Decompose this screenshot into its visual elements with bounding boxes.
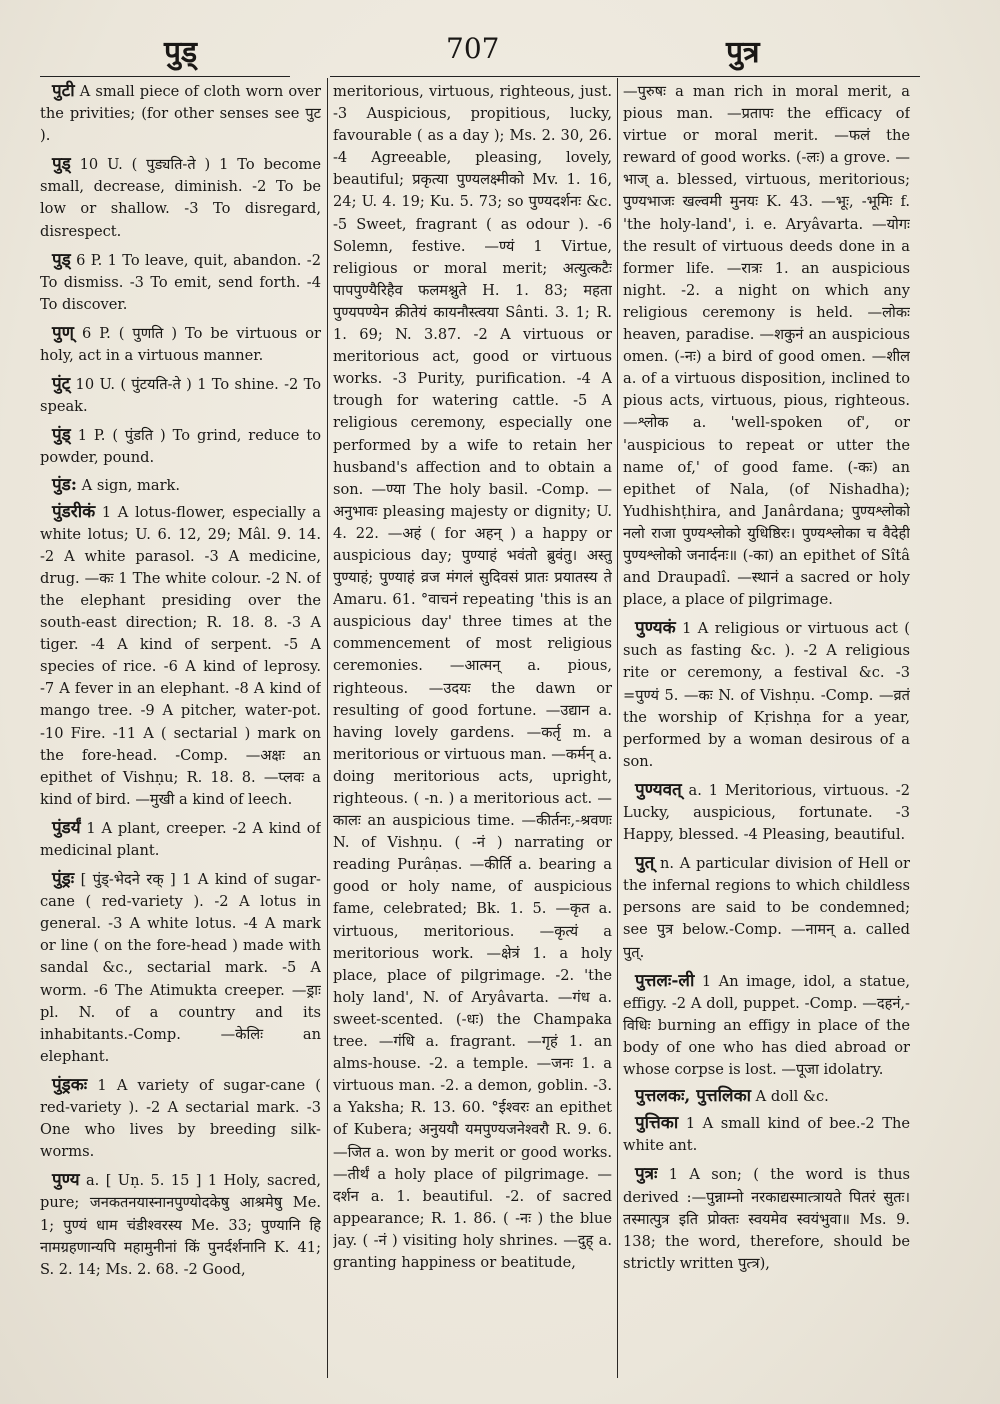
entry (40, 501, 321, 811)
headword: पुण्यवत् (635, 779, 682, 800)
header-rule-right (330, 76, 920, 77)
definition: 1 P. ( पुंडति ) To grind, reduce to powder, pound. (40, 427, 321, 467)
definition: [ पुंड्-भेदने रक् ] 1 A kind of sugar-cane ( red-variety ). -2 A lotus in general. -3 A white lotus. -4 A mark or line ( on the fore-head ) made with sandal &c., sectarial mark. -5 A worm. -6 The Atimukta creeper. —ड्राः pl. N. of a country and its inhabitants.-Comp. —केलिः an elephant. (40, 871, 321, 1065)
entry (40, 153, 321, 242)
definition: n. A particular division of Hell or the infernal regions to which childless persons are said to be condemned; see पुत्र below.-Comp. —नामन् a. called पुत्. (623, 855, 910, 961)
headword: पुंड्रः (52, 869, 75, 890)
entry (623, 779, 910, 846)
definition: 10 U. ( पुंटयति-ते ) 1 To shine. -2 To speak. (40, 376, 321, 416)
headword: पुंट् (52, 374, 71, 395)
headword: पुण्यकं (635, 618, 676, 639)
headword: पुत्तलः-ली (635, 970, 695, 991)
entry (40, 1074, 321, 1163)
entry (40, 322, 321, 367)
entry (40, 817, 321, 862)
entry (40, 249, 321, 316)
entry-continued (623, 80, 910, 611)
entry (623, 617, 910, 773)
headword: पुत्तलकः, पुत्तलिका (635, 1086, 752, 1107)
column-1 (40, 80, 321, 1380)
entry (40, 868, 321, 1068)
headword: पुंडरीकं (52, 501, 96, 522)
headword: पुंडर्यं (52, 817, 81, 838)
definition: 1 A small kind of bee.-2 The white ant. (623, 1115, 910, 1155)
definition: 1 A variety of sugar-cane ( red-variety ). -2 A sectarial mark. -3 One who lives by breeding silk-worms. (40, 1076, 321, 1161)
column-3 (623, 80, 910, 1380)
headword: पुड् (52, 249, 71, 270)
entry (40, 1169, 321, 1280)
headword: पुत्रः (635, 1164, 658, 1185)
page-header (36, 28, 916, 78)
headword: पुत् (635, 853, 655, 874)
definition: 1 A son; ( the word is thus derived :—पुन्नाम्नो नरकाद्यस्मात्त्रायते पितरं सुतः। तस्मात्पुत्र इति प्रोक्तः स्वयमेव स्वयंभुवा॥ Ms. 9. 138; the word, therefore, should be strictly written पुत्त्र), (623, 1166, 910, 1272)
entry (40, 474, 321, 497)
definition: 10 U. ( पुड्यति-ते ) 1 To become small, decrease, diminish. -2 To be low or shallow. -3 To disregard, disrespect. (40, 156, 321, 240)
entry (40, 424, 321, 469)
headword: पुड् (52, 154, 71, 175)
page-number: 707 (446, 32, 500, 65)
headword: पुटी (52, 81, 75, 101)
headword: पुंड्रकः (52, 1074, 88, 1095)
headword: पुंड: (52, 474, 78, 495)
left-guide-word: पुड् (164, 35, 198, 70)
definition: —पुरुषः a man rich in moral merit, a pious man. —प्रतापः the efficacy of virtue or moral merit. —फलं the reward of good works. (-लः) a grove. —भाज् a. blessed, virtuous, meritorious; पुण्यभाजः खल्वमी मुनयः K. 43. —भूः, -भूमिः f. 'the holy-land', i. e. Aryâvarta. —योगः the result of virtuous deeds done in a former life. —रात्रः 1. an auspicious night. -2. a night on which any religious ceremony is held. —लोकः heaven, paradise. —शकुनं an auspicious omen. (-नः) a bird of good omen. —शील a. of a virtuous disposition, inclined to pious acts, virtuous, pious, righteous. —श्लोक a. 'well-spoken of', or 'auspicious to repeat or utter the name of,' of good fame. (-कः) an epithet of Nala, (of Nishadha); Yudhishṭhira, and Janârdana; पुण्यश्लोको नलो राजा पुण्यश्लोको युधिष्ठिरः। पुण्यश्लोका च वैदेही पुण्यश्लोको जनार्दनः॥ (-का) an epithet of Sîtâ and Draupadî. —स्थानं a sacred or holy place, a place of pilgrimage. (623, 83, 910, 609)
headword: पुंड् (52, 425, 71, 446)
column-divider-1 (327, 78, 328, 1378)
entry (623, 970, 910, 1081)
definition: 6 P. ( पुणति ) To be virtuous or holy, act in a virtuous manner. (40, 324, 321, 365)
definition: 1 An image, idol, a statue, effigy. -2 A doll, puppet. -Comp. —दहनं,-विधिः burning an effigy in place of the body of one who has died abroad or whose corpse is lost. —पूजा idolatry. (623, 972, 910, 1079)
column-2 (333, 80, 612, 1380)
definition: 6 P. 1 To leave, quit, abandon. -2 To dismiss. -3 To emit, send forth. -4 To discover. (40, 251, 321, 313)
entry (40, 373, 321, 418)
right-guide-word: पुत्र (726, 35, 760, 70)
entry-continued (333, 80, 612, 1274)
definition: 1 A lotus-flower, especially a white lotus; U. 6. 12, 29; Mâl. 9. 14. -2 A white parasol. -3 A medicine, drug. —कः 1 The white colour. -2 N. of the elephant presiding over the south-east direction; R. 18. 8. -3 A tiger. -4 A kind of serpent. -5 A species of rice. -6 A kind of leprosy. -7 A fever in an elephant. -8 A kind of mango tree. -9 A pitcher, water-pot. -10 Fire. -11 A ( sectarial ) mark on the fore-head. -Comp. —अक्षः an epithet of Vishṇu; R. 18. 8. —प्लवः a kind of bird. —मुखी a kind of leech. (40, 503, 321, 808)
definition: meritorious, virtuous, righteous, just. -3 Auspicious, propitious, lucky, favourable ( as a day ); Ms. 2. 30, 26. -4 Agreeable, pleasing, lovely, beautiful; प्रकृत्या पुण्यलक्ष्मीको Mv. 1. 16, 24; U. 4. 19; Ku. 5. 73; so पुण्यदर्शनः &c. -5 Sweet, fragrant ( as odour ). -6 Solemn, festive. —ण्यं 1 Virtue, religious or moral merit; अत्युत्कटैः पापपुण्यैरिहैव फलमश्नुते H. 1. 83; महता पुण्यपण्येन क्रीतेयं कायनौस्त्वया Sânti. 3. 1; R. 1. 69; N. 3.87. -2 A virtuous or meritorious act, good or virtuous works. -3 Purity, purification. -4 A trough for watering cattle. -5 A religious ceremony, especially one performed by a wife to retain her husband's affection and to obtain a son. —ण्या The holy basil. -Comp. —अनुभावः pleasing majesty or dignity; U. 4. 22. —अहं ( for अहन् ) a happy or auspicious day; पुण्याहं भवंतो ब्रुवंतु। अस्तु पुण्याहं; पुण्याहं व्रज मंगलं सुदिवसं प्रातः प्रयातस्य ते Amaru. 61. °वाचनं repeating 'this is an auspicious day' three times at the commencement of most religious ceremonies. —आत्मन् a. pious, righteous. —उदयः the dawn or resulting of good fortune. —उद्यान a. having lovely gardens. —कर्तृ m. a meritorious or virtuous man. —कर्मन् a. doing meritorious acts, upright, righteous. ( -n. ) a meritorious act. —कालः an auspicious time. —कीर्तनः,-श्रवणः N. of Vishṇu. ( -नं ) narrating or reading Purâṇas. —कीर्ति a. bearing a good or holy name, of auspicious fame, celebrated; Bk. 1. 5. —कृत a. virtuous, meritorious. —कृत्यं a meritorious work. —क्षेत्रं 1. a holy place, place of pilgrimage. -2. 'the holy land', N. of Aryâvarta. —गंध a. sweet-scented. (-धः) the Champaka tree. —गंधि a. fragrant. —गृहं 1. an alms-house. -2. a temple. —जनः 1. a virtuous man. -2. a demon, goblin. -3. a Yaksha; R. 13. 60. °ईश्वरः an epithet of Kubera; अनुययौ यमपुण्यजनेश्वरौ R. 9. 6. —जित a. won by merit or good works. —तीर्थं a holy place of pilgrimage. —दर्शन a. 1. beautiful. -2. of sacred appearance; R. 1. 86. ( -नः ) the blue jay. ( -नं ) visiting holy shrines. —दुह् a. granting happiness or beatitude, (333, 83, 612, 1271)
definition: a. [ Uṇ. 5. 15 ] 1 Holy, sacred, pure; जनकतनयास्नानपुण्योदकेषु आश्रमेषु Me. 1; पुण्यं धाम चंडीश्वरस्य Me. 33; पुण्यानि हि नामग्रहणान्यपि महामुनीनां किं पुनर्दर्शनानि K. 41; S. 2. 14; Ms. 2. 68. -2 Good, (40, 1172, 321, 1278)
entry (623, 1163, 910, 1274)
headword: पुण् (52, 322, 74, 343)
headword: पुत्तिका (635, 1113, 679, 1134)
entry (623, 852, 910, 963)
definition: A small piece of cloth worn over the privities; (for other senses see पुट ). (40, 83, 321, 145)
definition: 1 A plant, creeper. -2 A kind of medicinal plant. (40, 819, 321, 859)
headword: पुण्य (52, 1170, 80, 1191)
definition: A sign, mark. (77, 476, 181, 494)
definition: 1 A religious or virtuous act ( such as fasting &c. ). -2 A religious rite or ceremony, a festival &c. -3 =पुण्यं 5. —कः N. of Vishṇu. -Comp. —व्रतं the worship of Kṛishṇa for a year, performed by a woman desirous of a son. (623, 620, 910, 770)
entry (623, 1112, 910, 1157)
header-rule-left (40, 76, 290, 77)
entry (40, 80, 321, 147)
entry (623, 1085, 910, 1108)
column-divider-2 (617, 78, 618, 1378)
definition: a. 1 Meritorious, virtuous. -2 Lucky, auspicious, fortunate. -3 Happy, blessed. -4 Pleasing, beautiful. (623, 781, 910, 844)
definition: A doll &c. (751, 1088, 829, 1106)
